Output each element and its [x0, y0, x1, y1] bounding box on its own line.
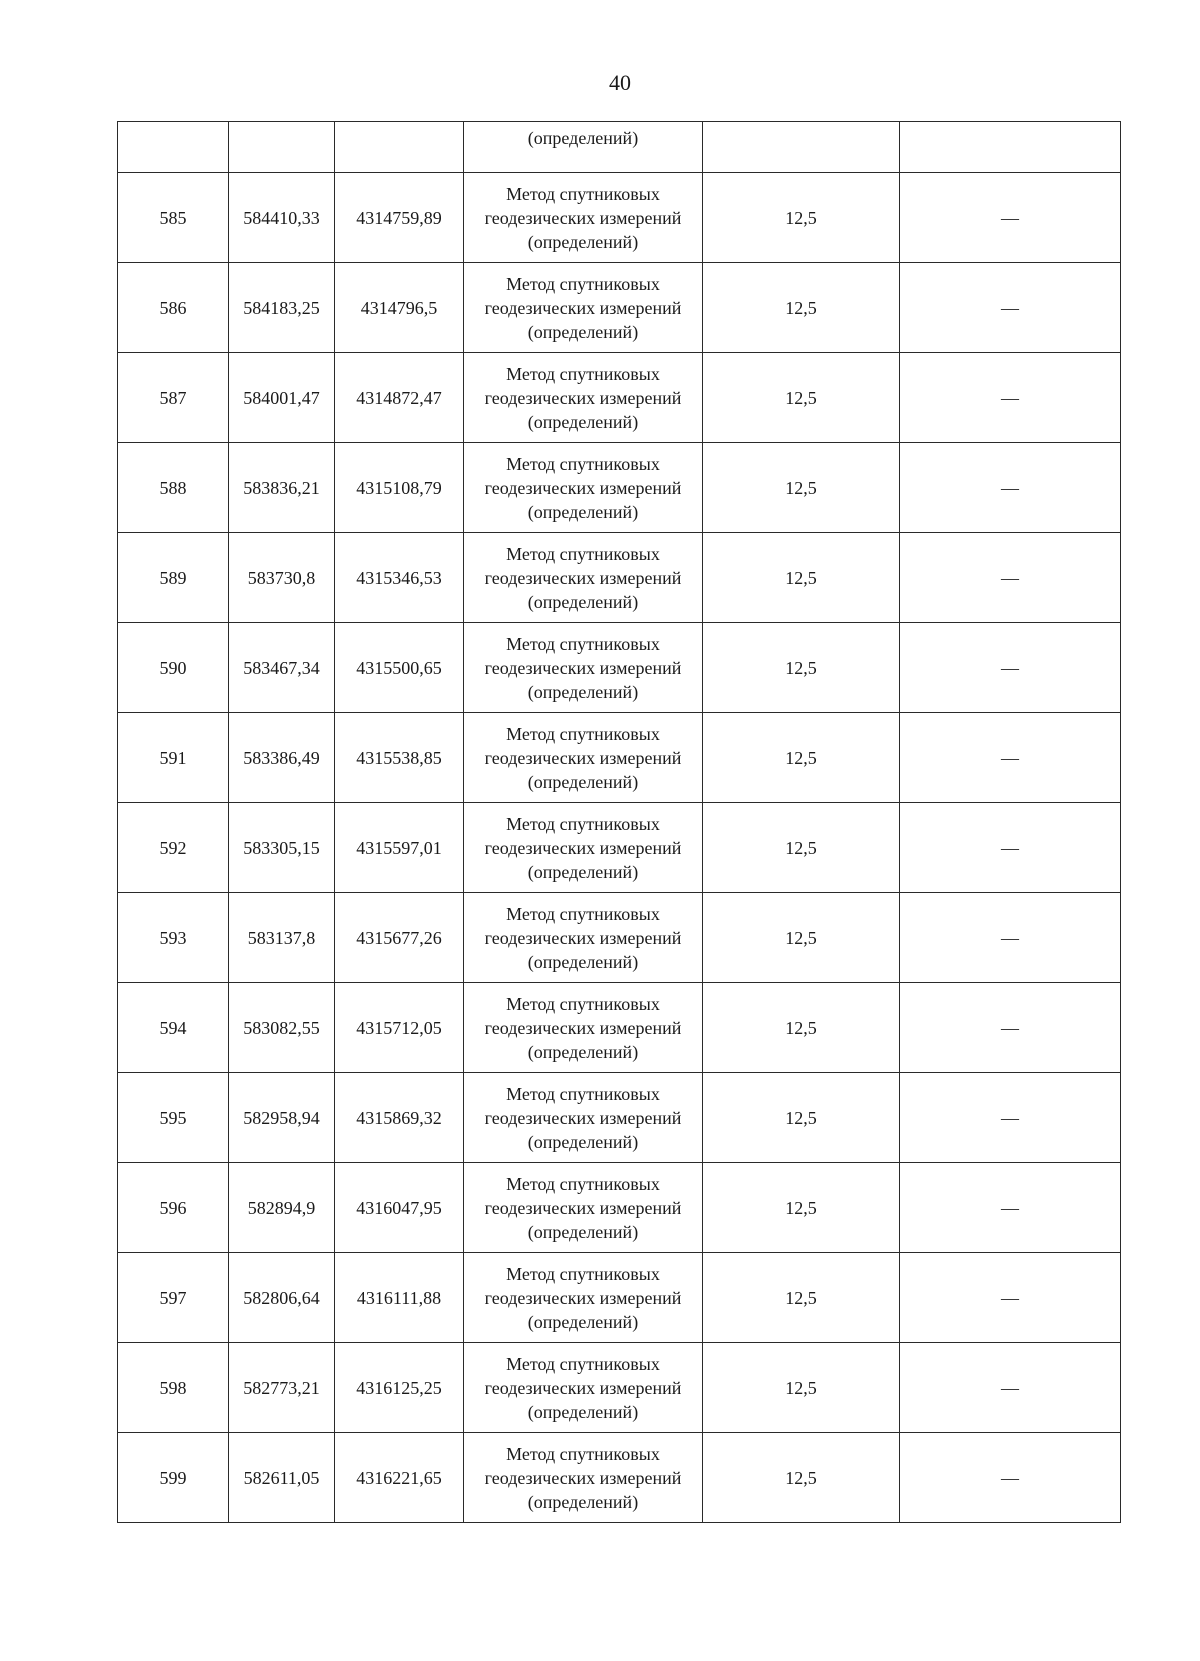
- page-number: 40: [609, 70, 631, 95]
- method-line: (определений): [527, 1221, 639, 1242]
- method-line: геодезических измерений: [484, 1287, 682, 1308]
- description-cell: —: [900, 353, 1121, 443]
- accuracy-cell: 12,5: [703, 263, 900, 353]
- method-line: Метод спутниковых: [506, 453, 660, 474]
- method-line: (определений): [527, 1401, 639, 1422]
- y-coordinate-cell: 4315538,85: [335, 713, 464, 803]
- method-line: геодезических измерений: [484, 747, 682, 768]
- method-line: Метод спутниковых: [506, 1083, 660, 1104]
- method-line: геодезических измерений: [484, 477, 682, 498]
- accuracy-cell: 12,5: [703, 893, 900, 983]
- point-number-cell: 589: [118, 533, 229, 623]
- method-line: (определений): [527, 771, 639, 792]
- table-row: [118, 263, 1121, 353]
- point-number-cell: 587: [118, 353, 229, 443]
- method-cell: [464, 1433, 703, 1523]
- point-number-cell: 592: [118, 803, 229, 893]
- accuracy-cell: 12,5: [703, 353, 900, 443]
- method-line: Метод спутниковых: [506, 543, 660, 564]
- method-cell: [464, 1073, 703, 1163]
- method-line: (определений): [527, 1041, 639, 1062]
- method-line: Метод спутниковых: [506, 363, 660, 384]
- method-line: геодезических измерений: [484, 1017, 682, 1038]
- point-number-cell: 593: [118, 893, 229, 983]
- continued-cell-method: (определений): [464, 122, 703, 173]
- method-line: геодезических измерений: [484, 387, 682, 408]
- table-row: [118, 983, 1121, 1073]
- accuracy-cell: 12,5: [703, 983, 900, 1073]
- point-number-cell: 585: [118, 173, 229, 263]
- y-coordinate-cell: 4314872,47: [335, 353, 464, 443]
- description-cell: —: [900, 1253, 1121, 1343]
- method-line: (определений): [527, 1311, 639, 1332]
- point-number-cell: 586: [118, 263, 229, 353]
- x-coordinate-cell: 583836,21: [229, 443, 335, 533]
- method-cell: [464, 443, 703, 533]
- method-line: Метод спутниковых: [506, 1353, 660, 1374]
- table-row: [118, 443, 1121, 533]
- point-number-cell: 597: [118, 1253, 229, 1343]
- method-line: (определений): [527, 861, 639, 882]
- method-line: Метод спутниковых: [506, 633, 660, 654]
- method-line: геодезических измерений: [484, 1197, 682, 1218]
- continued-cell-accuracy: [703, 122, 900, 173]
- point-number-cell: 594: [118, 983, 229, 1073]
- description-cell: —: [900, 1433, 1121, 1523]
- x-coordinate-cell: 583467,34: [229, 623, 335, 713]
- point-number-cell: 598: [118, 1343, 229, 1433]
- method-line: Метод спутниковых: [506, 273, 660, 294]
- description-cell: —: [900, 443, 1121, 533]
- continued-cell-x: [229, 122, 335, 173]
- method-line: Метод спутниковых: [506, 1443, 660, 1464]
- x-coordinate-cell: 582611,05: [229, 1433, 335, 1523]
- description-cell: —: [900, 533, 1121, 623]
- accuracy-cell: 12,5: [703, 1433, 900, 1523]
- accuracy-cell: 12,5: [703, 173, 900, 263]
- accuracy-cell: 12,5: [703, 713, 900, 803]
- accuracy-cell: 12,5: [703, 1073, 900, 1163]
- method-line: (определений): [527, 681, 639, 702]
- continued-cell-num: [118, 122, 229, 173]
- method-line: геодезических измерений: [484, 1467, 682, 1488]
- method-line: Метод спутниковых: [506, 183, 660, 204]
- description-cell: —: [900, 803, 1121, 893]
- method-line: Метод спутниковых: [506, 1263, 660, 1284]
- description-cell: —: [900, 713, 1121, 803]
- method-line: Метод спутниковых: [506, 993, 660, 1014]
- point-number-cell: 590: [118, 623, 229, 713]
- continued-row: [118, 122, 1121, 173]
- table-row: [118, 353, 1121, 443]
- table-row: [118, 713, 1121, 803]
- method-cell: [464, 623, 703, 713]
- method-cell: [464, 1163, 703, 1253]
- method-cell: [464, 1343, 703, 1433]
- table-row: [118, 1163, 1121, 1253]
- description-cell: —: [900, 623, 1121, 713]
- y-coordinate-cell: 4316125,25: [335, 1343, 464, 1433]
- table-row: [118, 1073, 1121, 1163]
- accuracy-cell: 12,5: [703, 1343, 900, 1433]
- point-number-cell: 588: [118, 443, 229, 533]
- x-coordinate-cell: 583137,8: [229, 893, 335, 983]
- description-cell: —: [900, 1073, 1121, 1163]
- method-line: (определений): [527, 951, 639, 972]
- x-coordinate-cell: 582806,64: [229, 1253, 335, 1343]
- method-line: Метод спутниковых: [506, 813, 660, 834]
- method-line: (определений): [527, 1491, 639, 1512]
- method-cell: [464, 173, 703, 263]
- table-row: [118, 623, 1121, 713]
- x-coordinate-cell: 583082,55: [229, 983, 335, 1073]
- description-cell: —: [900, 1163, 1121, 1253]
- x-coordinate-cell: 583386,49: [229, 713, 335, 803]
- description-cell: —: [900, 893, 1121, 983]
- y-coordinate-cell: 4315712,05: [335, 983, 464, 1073]
- y-coordinate-cell: 4316221,65: [335, 1433, 464, 1523]
- continued-cell-y: [335, 122, 464, 173]
- method-cell: [464, 893, 703, 983]
- method-line: геодезических измерений: [484, 837, 682, 858]
- method-line: геодезических измерений: [484, 657, 682, 678]
- accuracy-cell: 12,5: [703, 623, 900, 713]
- x-coordinate-cell: 584001,47: [229, 353, 335, 443]
- table-row: [118, 1433, 1121, 1523]
- x-coordinate-cell: 583730,8: [229, 533, 335, 623]
- x-coordinate-cell: 584410,33: [229, 173, 335, 263]
- method-line: (определений): [527, 411, 639, 432]
- accuracy-cell: 12,5: [703, 443, 900, 533]
- accuracy-cell: 12,5: [703, 1253, 900, 1343]
- accuracy-cell: 12,5: [703, 1163, 900, 1253]
- continued-cell-description: [900, 122, 1121, 173]
- description-cell: —: [900, 263, 1121, 353]
- y-coordinate-cell: 4314796,5: [335, 263, 464, 353]
- table-row: [118, 803, 1121, 893]
- x-coordinate-cell: 582894,9: [229, 1163, 335, 1253]
- method-cell: [464, 1253, 703, 1343]
- method-cell: [464, 263, 703, 353]
- method-line: геодезических измерений: [484, 297, 682, 318]
- table-row: [118, 893, 1121, 983]
- method-line: (определений): [527, 1131, 639, 1152]
- method-line: геодезических измерений: [484, 1377, 682, 1398]
- y-coordinate-cell: 4315108,79: [335, 443, 464, 533]
- x-coordinate-cell: 582773,21: [229, 1343, 335, 1433]
- description-cell: —: [900, 1343, 1121, 1433]
- y-coordinate-cell: 4315869,32: [335, 1073, 464, 1163]
- table-row: [118, 1253, 1121, 1343]
- table-row: [118, 1343, 1121, 1433]
- x-coordinate-cell: 584183,25: [229, 263, 335, 353]
- method-line: (определений): [527, 321, 639, 342]
- method-line: Метод спутниковых: [506, 723, 660, 744]
- method-cell: [464, 533, 703, 623]
- method-line: (определений): [527, 501, 639, 522]
- accuracy-cell: 12,5: [703, 533, 900, 623]
- accuracy-cell: 12,5: [703, 803, 900, 893]
- point-number-cell: 591: [118, 713, 229, 803]
- y-coordinate-cell: 4314759,89: [335, 173, 464, 263]
- point-number-cell: 596: [118, 1163, 229, 1253]
- y-coordinate-cell: 4315500,65: [335, 623, 464, 713]
- method-line: (определений): [527, 231, 639, 252]
- method-line: геодезических измерений: [484, 927, 682, 948]
- description-cell: —: [900, 173, 1121, 263]
- method-cell: [464, 803, 703, 893]
- y-coordinate-cell: 4315677,26: [335, 893, 464, 983]
- y-coordinate-cell: 4316047,95: [335, 1163, 464, 1253]
- method-line: Метод спутниковых: [506, 903, 660, 924]
- method-line: Метод спутниковых: [506, 1173, 660, 1194]
- method-cell: [464, 983, 703, 1073]
- y-coordinate-cell: 4316111,88: [335, 1253, 464, 1343]
- y-coordinate-cell: 4315597,01: [335, 803, 464, 893]
- x-coordinate-cell: 582958,94: [229, 1073, 335, 1163]
- method-cell: [464, 353, 703, 443]
- point-number-cell: 599: [118, 1433, 229, 1523]
- y-coordinate-cell: 4315346,53: [335, 533, 464, 623]
- method-line: геодезических измерений: [484, 207, 682, 228]
- method-line: (определений): [527, 591, 639, 612]
- point-number-cell: 595: [118, 1073, 229, 1163]
- table-row: [118, 173, 1121, 263]
- coordinates-table: [117, 121, 1121, 1523]
- x-coordinate-cell: 583305,15: [229, 803, 335, 893]
- method-cell: [464, 713, 703, 803]
- table-body: [118, 122, 1121, 1523]
- method-line: геодезических измерений: [484, 1107, 682, 1128]
- table-row: [118, 533, 1121, 623]
- description-cell: —: [900, 983, 1121, 1073]
- method-line: геодезических измерений: [484, 567, 682, 588]
